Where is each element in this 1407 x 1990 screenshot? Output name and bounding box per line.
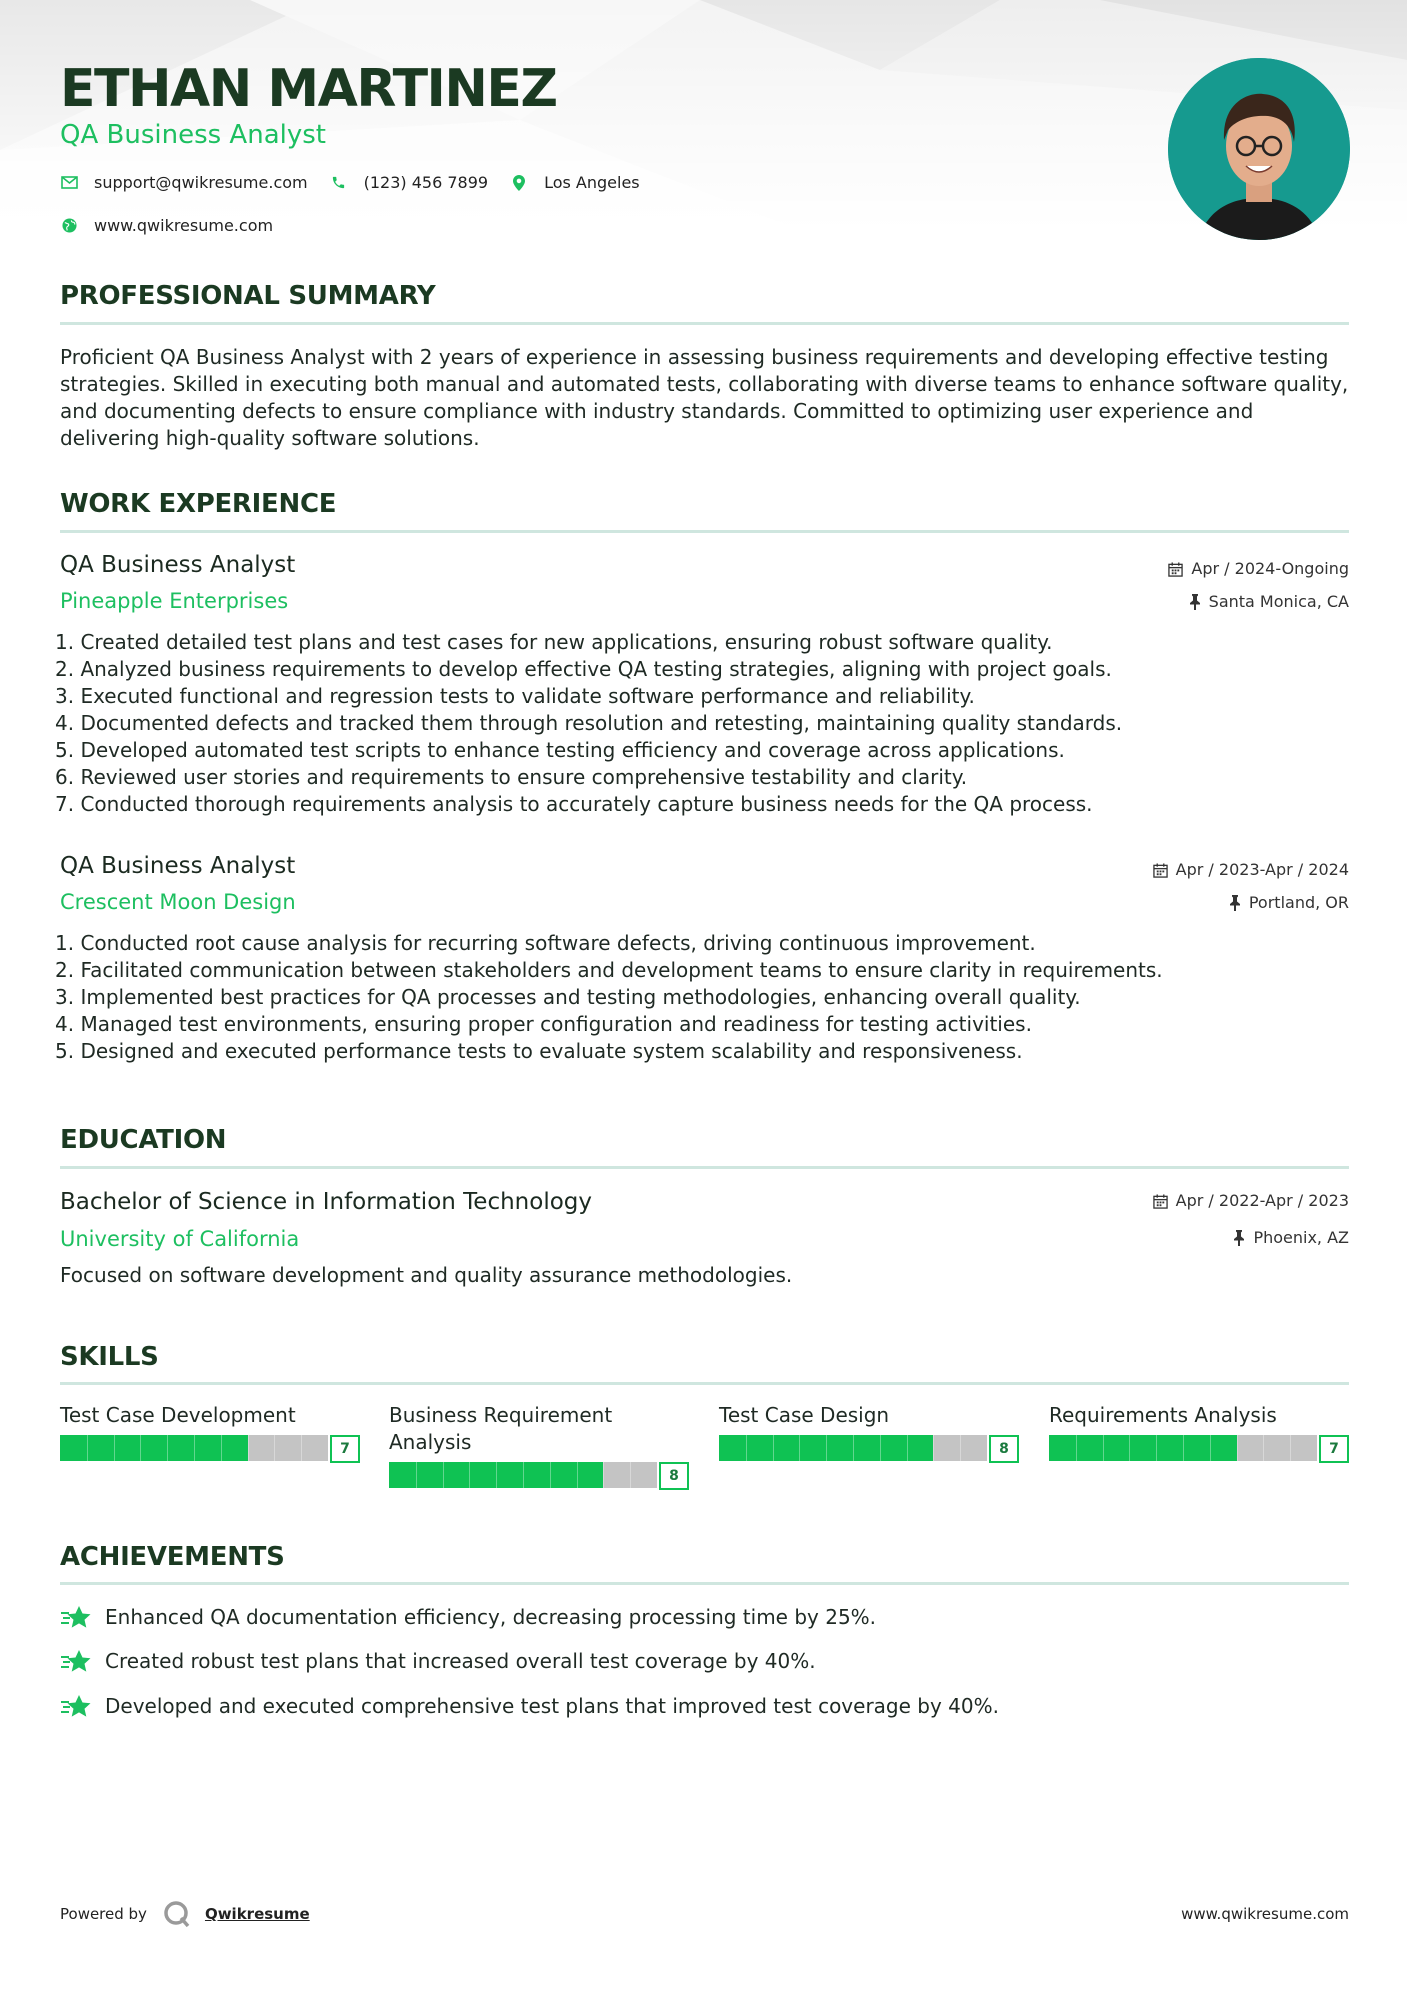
summary-text: Proficient QA Business Analyst with 2 years of experience in assessing business requirements and developing effective testing strategies. Skilled in executing both manual and automated tests, collaborating with diverse teams to enhance software quality, and documenting defects to ensure compliance with industry standards. Committed to optimizing user experience and delivering high-quality software solutions. <box>60 345 1349 450</box>
skill-label: Test Case Development <box>60 1403 296 1427</box>
company-name: Pineapple Enterprises <box>60 589 289 613</box>
skill-segment-divider <box>1076 1435 1077 1461</box>
job-title: QA Business Analyst <box>60 552 296 578</box>
list-item: 5. Developed automated test scripts to enhance testing efficiency and coverage across applications. <box>55 738 1065 762</box>
skill-segment-divider <box>1183 1435 1184 1461</box>
achievements-divider <box>60 1582 1349 1585</box>
skill-bar <box>389 1460 689 1488</box>
skill-track <box>1049 1435 1317 1461</box>
pushpin-icon <box>1233 1230 1245 1246</box>
degree-title: Bachelor of Science in Information Technology <box>60 1189 592 1215</box>
mail-icon <box>60 174 78 192</box>
education-dates-text: Apr / 2022-Apr / 2023 <box>1175 1191 1349 1210</box>
education-description: Focused on software development and quality assurance methodologies. <box>60 1263 793 1287</box>
website-link[interactable]: www.qwikresume.com <box>94 216 274 235</box>
skill-segment-divider <box>1103 1435 1104 1461</box>
experience-divider <box>60 530 1349 533</box>
list-item: 2. Analyzed business requirements to develop effective QA testing strategies, aligning with project goals. <box>55 657 1112 681</box>
skill-track <box>719 1435 987 1461</box>
pushpin-icon <box>1229 895 1241 911</box>
skill-segment-divider <box>523 1462 524 1488</box>
skill-segment-divider <box>1263 1435 1264 1461</box>
skill-segment-divider <box>114 1435 115 1461</box>
skill-item <box>389 1402 689 1488</box>
achievements-heading: ACHIEVEMENTS <box>60 1542 285 1572</box>
calendar-icon <box>1168 562 1183 577</box>
skill-segment-divider <box>469 1462 470 1488</box>
skill-fill <box>60 1435 248 1461</box>
list-item: 3. Executed functional and regression tests to validate software performance and reliability. <box>55 684 975 708</box>
skill-segment-divider <box>773 1435 774 1461</box>
skill-level-badge: 7 <box>330 1435 360 1463</box>
job-dates-text: Apr / 2023-Apr / 2024 <box>1175 860 1349 879</box>
skill-fill <box>1049 1435 1237 1461</box>
skill-segment-divider <box>274 1435 275 1461</box>
footer-website-link[interactable]: www.qwikresume.com <box>1181 1905 1349 1923</box>
skill-segment-divider <box>496 1462 497 1488</box>
skill-segment-divider <box>826 1435 827 1461</box>
skill-segment-divider <box>416 1462 417 1488</box>
skill-segment-divider <box>630 1462 631 1488</box>
achievement-item <box>60 1648 816 1675</box>
skill-item <box>1049 1402 1349 1461</box>
skill-segment-divider <box>799 1435 800 1461</box>
candidate-role: QA Business Analyst <box>60 120 326 150</box>
job-dates <box>1168 559 1349 579</box>
skill-segment-divider <box>933 1435 934 1461</box>
school-name: University of California <box>60 1227 300 1251</box>
location-text: Los Angeles <box>544 173 640 192</box>
education-divider <box>60 1166 1349 1169</box>
qwikresume-link[interactable]: Qwikresume <box>204 1905 310 1923</box>
pushpin-icon <box>1189 594 1201 610</box>
email-link[interactable]: support@qwikresume.com <box>94 173 308 192</box>
list-item: 5. Designed and executed performance tests to evaluate system scalability and responsiveness. <box>55 1039 1023 1063</box>
skill-segment-divider <box>853 1435 854 1461</box>
skill-segment-divider <box>194 1435 195 1461</box>
skill-segment-divider <box>880 1435 881 1461</box>
skill-segment-divider <box>1290 1435 1291 1461</box>
achievement-item <box>60 1604 876 1631</box>
skill-segment-divider <box>221 1435 222 1461</box>
contact-row-2 <box>60 216 295 235</box>
job-location-text: Portland, OR <box>1248 893 1349 912</box>
skill-segment-divider <box>140 1435 141 1461</box>
skill-segment-divider <box>550 1462 551 1488</box>
skill-segment-divider <box>87 1435 88 1461</box>
job-bullets <box>55 629 1355 818</box>
list-item: 4. Documented defects and tracked them through resolution and retesting, maintaining quality standards. <box>55 711 1123 735</box>
job-title: QA Business Analyst <box>60 853 296 879</box>
footer-powered-by <box>60 1900 310 1928</box>
company-name: Crescent Moon Design <box>60 890 296 914</box>
achievement-item <box>60 1693 999 1720</box>
star-icon <box>60 1649 92 1675</box>
candidate-name: ETHAN MARTINEZ <box>60 59 557 119</box>
skill-segment-divider <box>1210 1435 1211 1461</box>
skill-segment-divider <box>960 1435 961 1461</box>
summary-heading: PROFESSIONAL SUMMARY <box>60 281 436 311</box>
job-location-text: Santa Monica, CA <box>1208 592 1349 611</box>
skill-item <box>60 1402 360 1461</box>
skill-level-badge: 8 <box>989 1435 1019 1463</box>
skill-track <box>389 1462 657 1488</box>
skill-bar <box>60 1433 360 1461</box>
skill-bar <box>1049 1433 1349 1461</box>
skill-segment-divider <box>746 1435 747 1461</box>
phone-icon <box>330 174 348 192</box>
education-heading: EDUCATION <box>60 1125 227 1155</box>
skill-segment-divider <box>603 1462 604 1488</box>
skill-segment-divider <box>1156 1435 1157 1461</box>
skill-label: Requirements Analysis <box>1049 1403 1277 1427</box>
job-location <box>1229 893 1349 913</box>
contact-row-1 <box>60 173 662 192</box>
phone-number[interactable]: (123) 456 7899 <box>363 173 489 192</box>
location-pin-icon <box>510 174 528 192</box>
list-item: 6. Reviewed user stories and requirements to ensure comprehensive testability and clarity. <box>55 765 968 789</box>
skill-label: Test Case Design <box>719 1403 890 1427</box>
job-bullets <box>55 930 1355 1065</box>
skill-track <box>60 1435 328 1461</box>
skill-segment-divider <box>907 1435 908 1461</box>
list-item: 7. Conducted thorough requirements analysis to accurately capture business needs for the QA process. <box>55 792 1093 816</box>
powered-by-label: Powered by <box>60 1905 147 1923</box>
skill-segment-divider <box>443 1462 444 1488</box>
qwikresume-logo-icon <box>163 1900 191 1928</box>
skill-segment-divider <box>1129 1435 1130 1461</box>
list-item: 1. Conducted root cause analysis for recurring software defects, driving continuous improvement. <box>55 931 1036 955</box>
education-location <box>1233 1228 1349 1248</box>
calendar-icon <box>1153 1194 1168 1209</box>
education-location-text: Phoenix, AZ <box>1253 1228 1349 1247</box>
achievement-text: Developed and executed comprehensive test plans that improved test coverage by 40%. <box>105 1694 999 1718</box>
list-item: 2. Facilitated communication between stakeholders and development teams to ensure clarity in requirements. <box>55 958 1163 982</box>
calendar-icon <box>1153 863 1168 878</box>
job-dates-text: Apr / 2024-Ongoing <box>1191 559 1349 578</box>
star-icon <box>60 1694 92 1720</box>
skill-bar <box>719 1433 1019 1461</box>
skills-divider <box>60 1382 1349 1385</box>
experience-heading: WORK EXPERIENCE <box>60 489 337 519</box>
skill-level-badge: 7 <box>1319 1435 1349 1463</box>
skill-item <box>719 1402 1019 1461</box>
skill-level-badge: 8 <box>659 1462 689 1490</box>
skill-segment-divider <box>1237 1435 1238 1461</box>
job-location <box>1189 592 1349 612</box>
profile-photo <box>1168 58 1350 240</box>
star-icon <box>60 1605 92 1631</box>
job-dates <box>1153 860 1349 880</box>
summary-divider <box>60 322 1349 325</box>
education-dates <box>1153 1191 1349 1211</box>
skill-segment-divider <box>248 1435 249 1461</box>
achievement-text: Created robust test plans that increased overall test coverage by 40%. <box>105 1649 816 1673</box>
achievement-text: Enhanced QA documentation efficiency, decreasing processing time by 25%. <box>105 1605 877 1629</box>
skills-heading: SKILLS <box>60 1342 159 1372</box>
skill-segment-divider <box>577 1462 578 1488</box>
list-item: 4. Managed test environments, ensuring proper configuration and readiness for testing activities. <box>55 1012 1032 1036</box>
globe-icon <box>60 217 78 235</box>
skill-segment-divider <box>167 1435 168 1461</box>
skill-label: Business Requirement Analysis <box>389 1403 613 1454</box>
list-item: 3. Implemented best practices for QA processes and testing methodologies, enhancing overall quality. <box>55 985 1081 1009</box>
list-item: 1. Created detailed test plans and test cases for new applications, ensuring robust software quality. <box>55 630 1053 654</box>
skill-segment-divider <box>301 1435 302 1461</box>
